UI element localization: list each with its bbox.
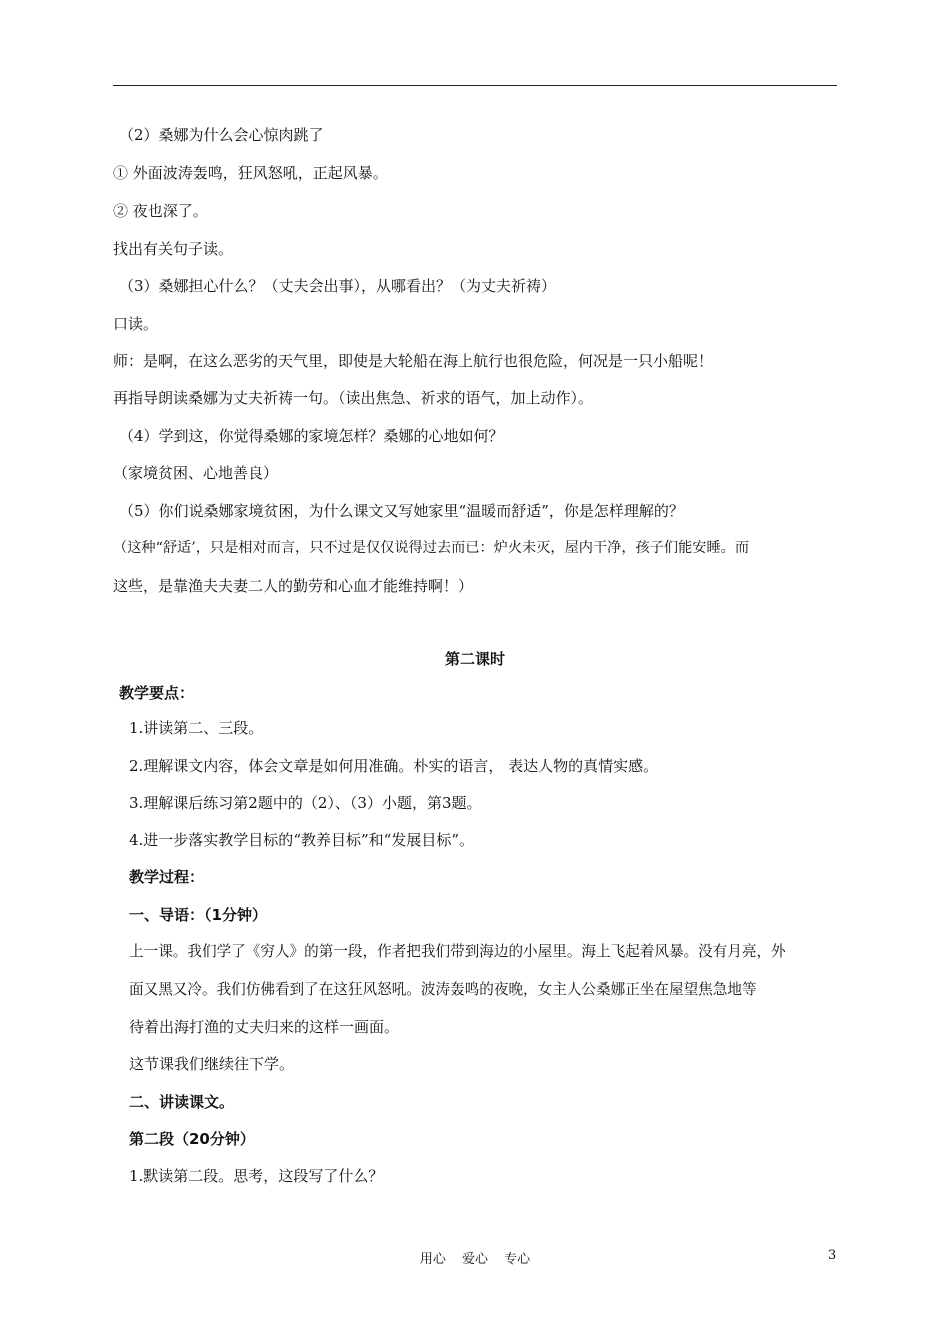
text-line: （这种“舒适’，只是相对而言，只不过是仅仅说得过去而已：炉火未灭，屋内干净，孩子们能安睡。而 [113, 540, 750, 556]
page-number: 3 [828, 1248, 837, 1263]
text-line: 师：是啊，在这么恶劣的天气里，即使是大轮船在海上航行也很危险，何况是一只小船呢！ [113, 352, 714, 370]
text-line: ② 夜也深了。 [113, 202, 208, 220]
text-line: 这节课我们继续往下学。 [129, 1055, 295, 1073]
header-rule [113, 85, 837, 86]
footer [113, 1248, 837, 1267]
teaching-point: 1.讲读第二、三段。 [129, 719, 264, 737]
section-title: 第二课时 [444, 650, 505, 668]
teaching-point: 4.进一步落实教学目标的“教养目标”和“发展目标”。 [129, 831, 474, 849]
text-line: 这些，是靠渔夫夫妻二人的勤劳和心血才能维持啊！） [113, 577, 474, 595]
text-line: 待着出海打渔的丈夫归来的这样一画面。 [129, 1018, 400, 1036]
footer-word: 专心 [504, 1252, 531, 1267]
text-line: （4）学到这，你觉得桑娜的家境怎样？桑娜的心地如何？ [119, 427, 504, 445]
teaching-points-heading: 教学要点： [119, 684, 195, 702]
part2-heading: 二、讲读课文。 [129, 1093, 235, 1111]
teaching-point: 2.理解课文内容，体会文章是如何用准确。朴实的语言， 表达人物的真情实感。 [129, 757, 659, 775]
text-line: 找出有关句子读。 [113, 240, 234, 258]
text-line: 口读。 [113, 315, 159, 333]
footer-word: 用心 [419, 1252, 446, 1267]
text-line: 面又黑又冷。我们仿佛看到了在这狂风怒吼。波涛轰鸣的夜晚，女主人公桑娜正坐在屋望焦急地等 [129, 981, 757, 998]
text-line: 再指导朗读桑娜为丈夫祈祷一句。（读出焦急、祈求的语气，加上动作）。 [113, 389, 594, 407]
text-line: （5）你们说桑娜家境贫困，为什么课文又写她家里“温暖而舒适”，你是怎样理解的？ [119, 502, 684, 520]
text-line: （2）桑娜为什么会心惊肉跳了 [119, 126, 324, 144]
footer-word: 爱心 [461, 1252, 488, 1267]
text-line: （3）桑娜担心什么？（丈夫会出事），从哪看出？（为丈夫祈祷） [119, 277, 557, 295]
text-line: 1.默读第二段。思考，这段写了什么？ [129, 1167, 384, 1185]
text-line: 上一课。我们学了《穷人》的第一段，作者把我们带到海边的小屋里。海上飞起着风暴。没有月亮，外 [129, 943, 786, 960]
teaching-point: 3.理解课后练习第2题中的（2）、（3）小题，第3题。 [129, 794, 482, 812]
text-line: ① 外面波涛轰鸣，狂风怒吼，正起风暴。 [113, 164, 388, 182]
para2-heading: 第二段（20分钟） [129, 1130, 255, 1148]
process-heading: 教学过程： [129, 868, 205, 886]
text-line: （家境贫困、心地善良） [113, 464, 279, 482]
intro-heading: 一、导语：（1分钟） [129, 906, 267, 924]
